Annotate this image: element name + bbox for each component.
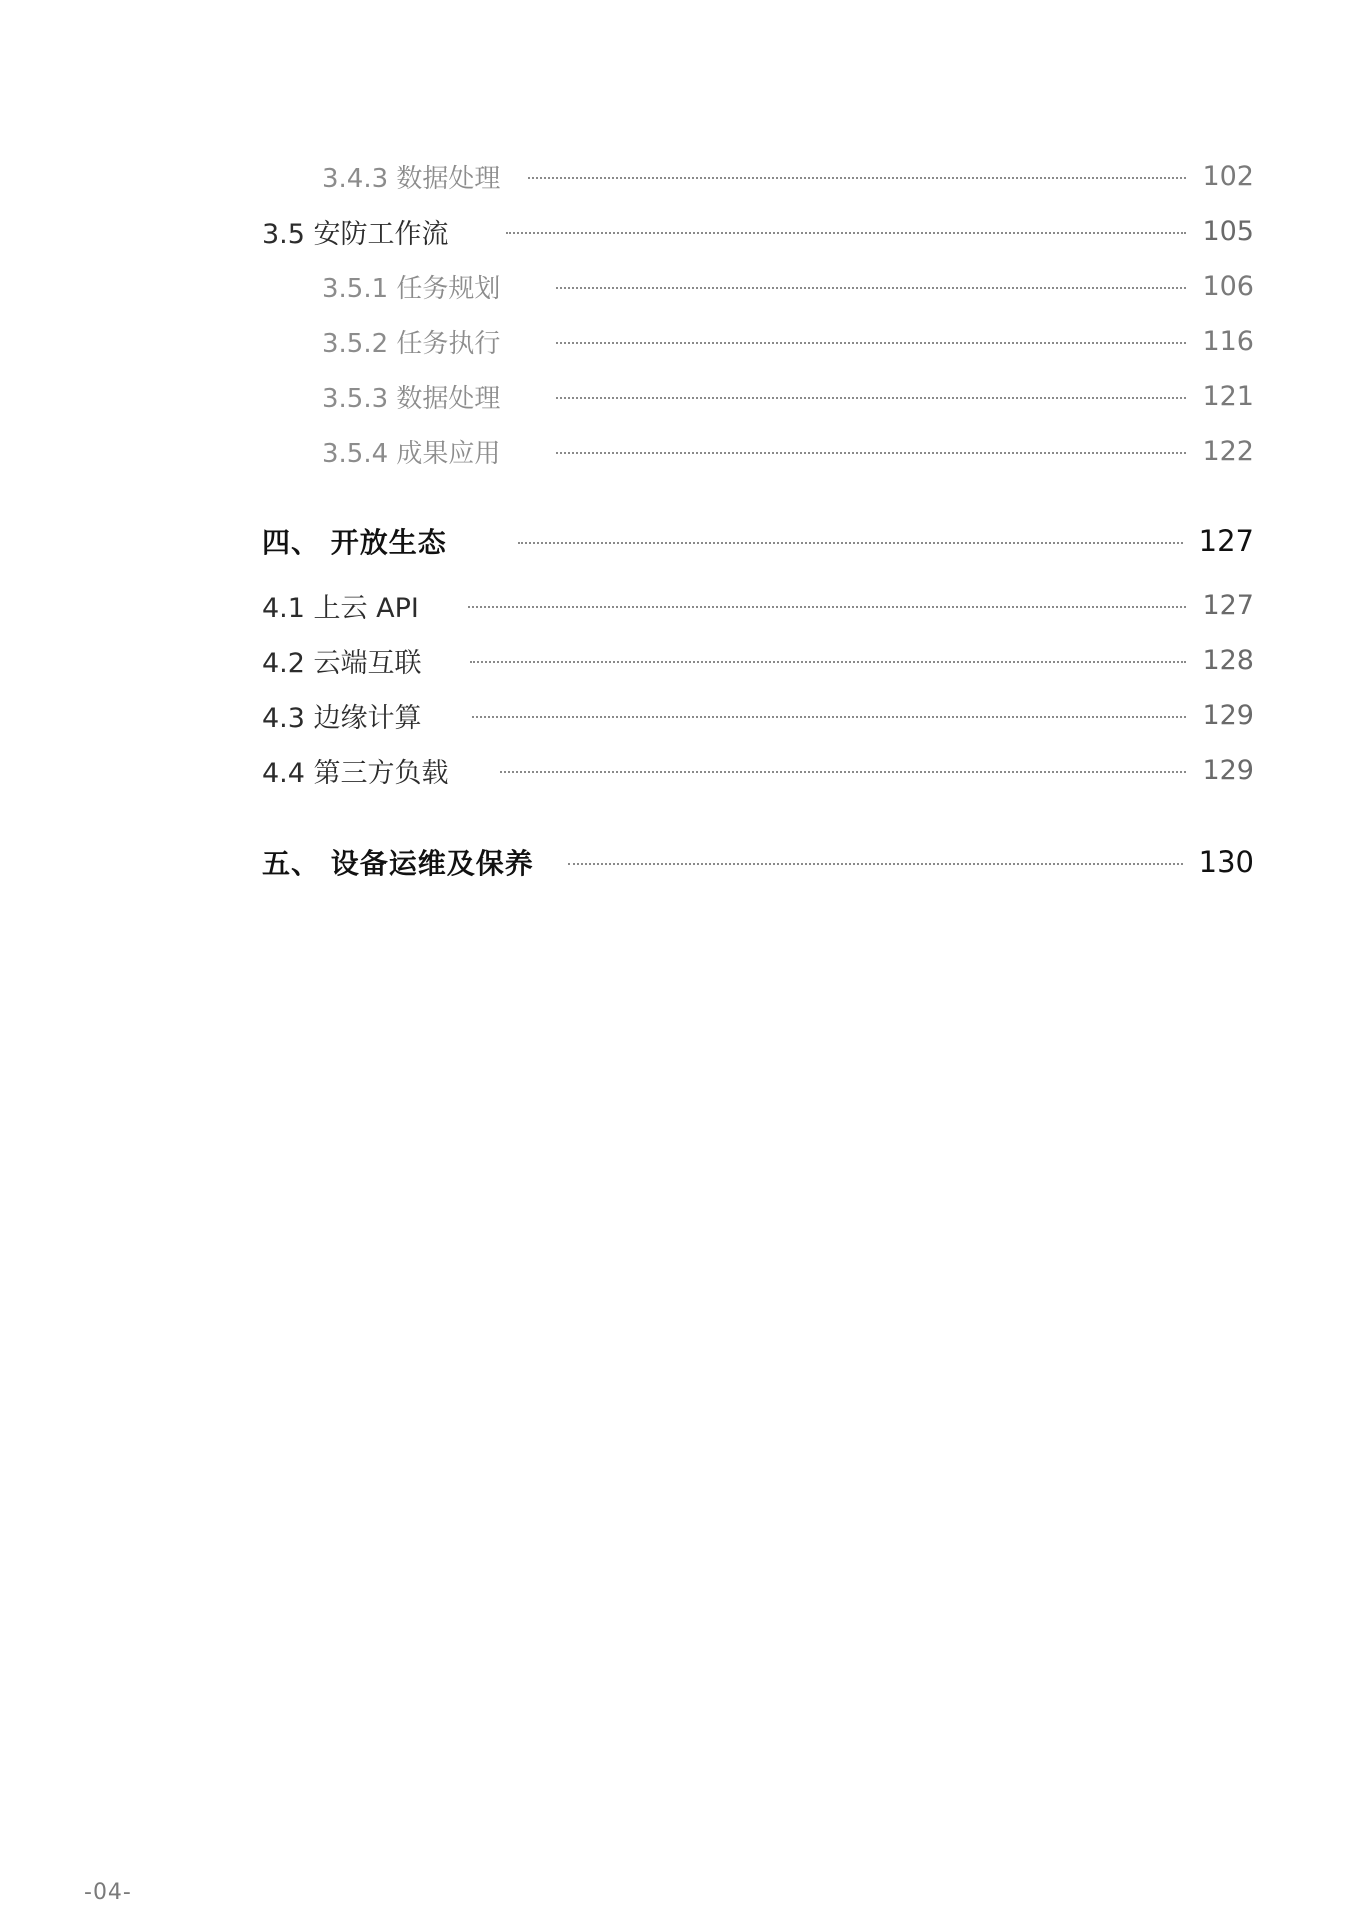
toc-entry[interactable]: [322, 319, 1254, 363]
toc-chapter-entry[interactable]: [262, 840, 1254, 884]
toc-leader-dots: [506, 232, 1186, 234]
toc-leader-dots: [518, 542, 1183, 544]
toc-entry-page: 102: [1202, 160, 1254, 192]
toc-entry-title: 3.5.1 任务规划: [322, 273, 501, 304]
toc-leader-dots: [472, 716, 1186, 718]
toc-entry-title: 四、 开放生态: [262, 526, 447, 559]
toc-leader-dots: [556, 342, 1186, 344]
toc-leader-dots: [528, 177, 1186, 179]
toc-entry[interactable]: [322, 374, 1254, 418]
toc-entry-title: 3.5.3 数据处理: [322, 383, 501, 414]
toc-entry[interactable]: [262, 583, 1254, 627]
toc-entry-page: 105: [1202, 215, 1254, 247]
toc-entry-title: 4.1 上云 API: [262, 592, 419, 624]
toc-entry-title: 3.4.3 数据处理: [322, 163, 501, 194]
toc-entry-page: 130: [1198, 845, 1254, 879]
toc-entry-title: 4.3 边缘计算: [262, 702, 422, 734]
toc-entry-page: 121: [1202, 380, 1254, 412]
toc-entry[interactable]: [322, 154, 1254, 198]
toc-leader-dots: [568, 863, 1183, 865]
page-number: -04-: [84, 1880, 132, 1905]
toc-entry-title: 4.4 第三方负载: [262, 757, 449, 789]
toc-entry-page: 116: [1202, 325, 1254, 357]
toc-entry-page: 129: [1202, 754, 1254, 786]
toc-entry[interactable]: [262, 209, 1254, 253]
toc-leader-dots: [500, 771, 1186, 773]
toc-leader-dots: [556, 397, 1186, 399]
toc-entry-title: 五、 设备运维及保养: [262, 847, 534, 880]
toc-entry[interactable]: [322, 429, 1254, 473]
toc-entry[interactable]: [262, 638, 1254, 682]
toc-chapter-entry[interactable]: [262, 519, 1254, 563]
toc-entry-title: 3.5 安防工作流: [262, 218, 449, 250]
toc-entry-page: 129: [1202, 699, 1254, 731]
toc-leader-dots: [468, 606, 1186, 608]
toc-entry-page: 106: [1202, 270, 1254, 302]
toc-entry-title: 3.5.2 任务执行: [322, 328, 501, 359]
toc-entry[interactable]: [322, 264, 1254, 308]
toc-leader-dots: [470, 661, 1186, 663]
toc-entry-page: 127: [1198, 524, 1254, 558]
toc-entry-title: 3.5.4 成果应用: [322, 438, 501, 469]
toc-entry-title: 4.2 云端互联: [262, 647, 422, 679]
toc-entry-page: 127: [1202, 589, 1254, 621]
toc-entry-page: 128: [1202, 644, 1254, 676]
toc-leader-dots: [556, 287, 1186, 289]
toc-entry-page: 122: [1202, 435, 1254, 467]
toc-entry[interactable]: [262, 748, 1254, 792]
toc-entry[interactable]: [262, 693, 1254, 737]
toc-leader-dots: [556, 452, 1186, 454]
